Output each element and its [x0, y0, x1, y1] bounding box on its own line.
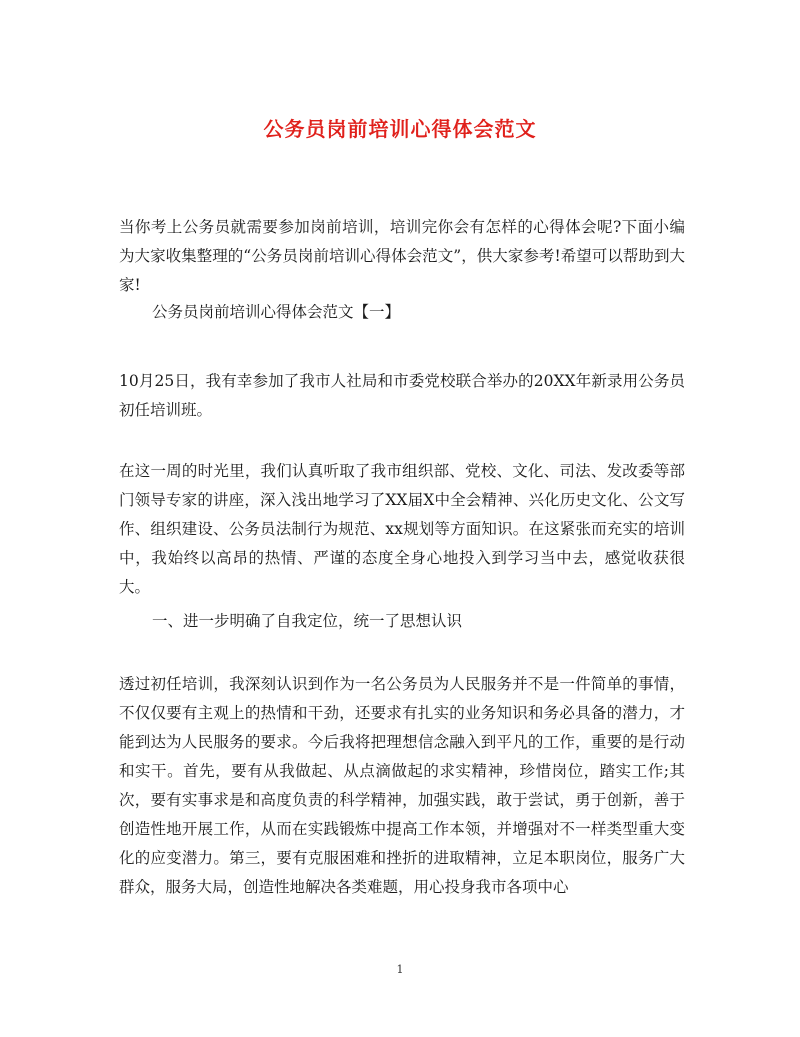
body-paragraph: 在这一周的时光里，我们认真听取了我市组织部、党校、文化、司法、发改委等部门领导专家的讲座，深入浅出地学习了XX届X中全会精神、兴化历史文化、公文写作、组织建设、公务员法制行为规范、xx规划等方面知识。在这紧张而充实的培训中，我始终以高昂的热情、严谨的态度全身心地投入到学习当中去，感觉收获很大。 — [119, 462, 685, 596]
body-paragraph: 透过初任培训，我深刻认识到作为一名公务员为人民服务并不是一件简单的事情，不仅仅要有主观上的热情和干劲，还要求有扎实的业务知识和务必具备的潜力，才能到达为人民服务的要求。今后我将把理想信念融入到平凡的工作，重要的是行动和实干。首先，要有从我做起、从点滴做起的求实精神，珍惜岗位，踏实工作;其次，要有实事求是和高度负责的科学精神，加强实践，敢于尝试，勇于创新，善于创造性地开展工作，从而在实践锻炼中提高工作本领，并增强对不一样类型重大变化的应变潜力。第三，要有克服困难和挫折的进取精神，立足本职岗位，服务广大群众，服务大局，创造性地解决各类难题，用心投身我市各项中心 — [119, 675, 685, 896]
intro-paragraph: 当你考上公务员就需要参加岗前培训，培训完你会有怎样的心得体会呢?下面小编为大家收集整理的“公务员岗前培训心得体会范文”，供大家参考!希望可以帮助到大家! — [119, 218, 685, 294]
document-title: 公务员岗前培训心得体会范文 — [263, 117, 537, 141]
page-number: 1 — [396, 963, 404, 976]
section-heading: 公务员岗前培训心得体会范文【一】 — [152, 303, 401, 321]
subsection-heading: 一、进一步明确了自我定位，统一了思想认识 — [152, 612, 463, 630]
body-paragraph: 10月25日，我有幸参加了我市人社局和市委党校联合举办的20XX年新录用公务员初任培训班。 — [119, 372, 685, 419]
